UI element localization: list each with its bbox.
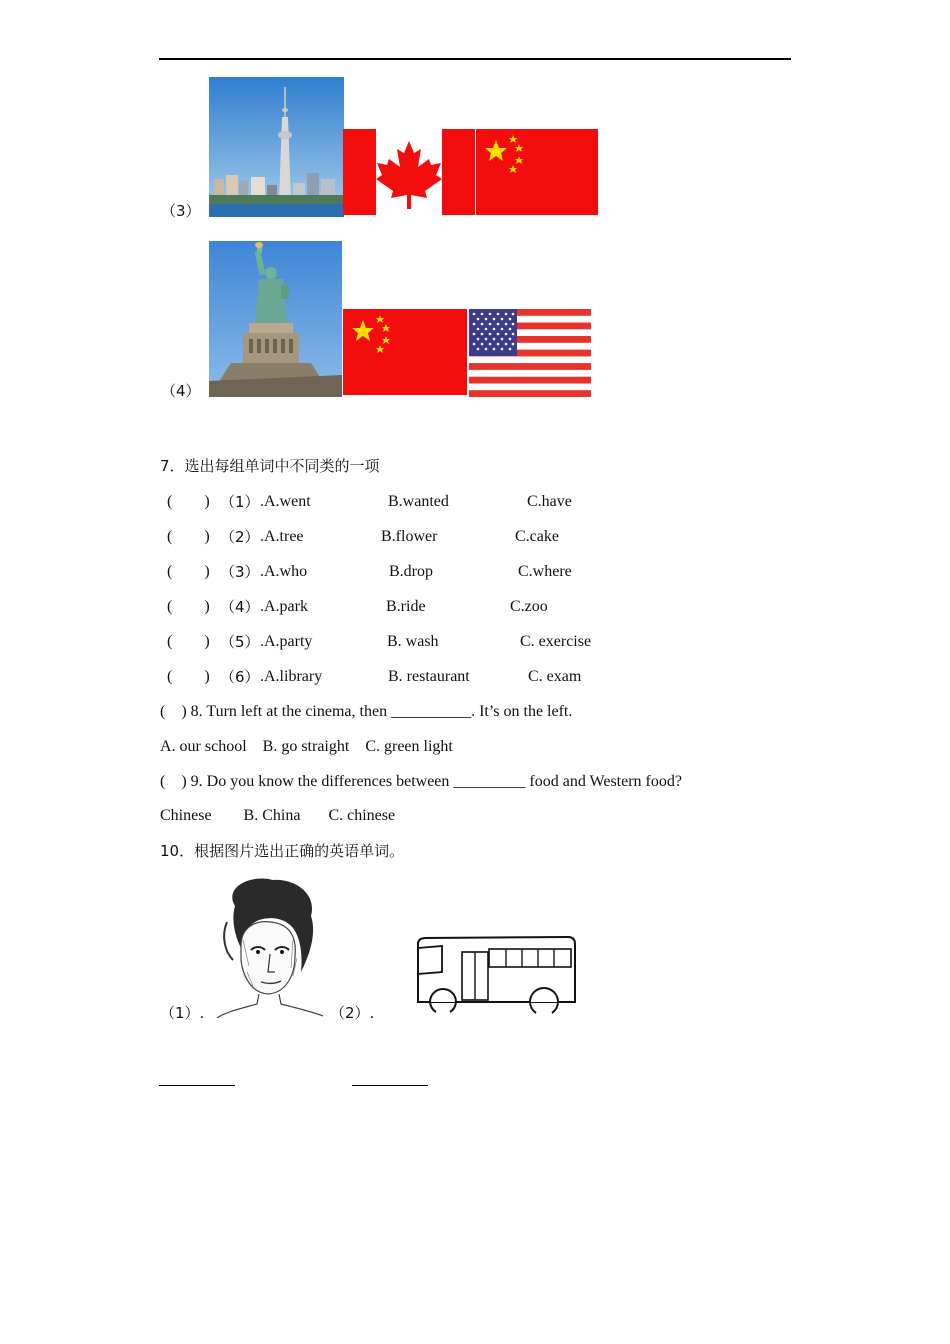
q8-stem: ( ) 8. Turn left at the cinema, then __________. It’s on the left. bbox=[160, 703, 573, 720]
answer-blank-2[interactable] bbox=[352, 1085, 428, 1086]
option-c: C.cake bbox=[515, 528, 559, 545]
answer-blank-1[interactable] bbox=[159, 1085, 235, 1086]
option-a: .A.library bbox=[260, 668, 323, 685]
option-b: B. restaurant bbox=[388, 668, 470, 685]
item-number: （5） bbox=[220, 633, 260, 651]
canada-flag bbox=[343, 129, 475, 215]
header-rule bbox=[159, 58, 791, 60]
option-c: C.where bbox=[518, 563, 572, 580]
q10-label-2: （2）. bbox=[330, 1004, 375, 1022]
usa-flag bbox=[469, 309, 591, 397]
answer-paren[interactable]: ( ) bbox=[167, 598, 210, 615]
option-a: .A.who bbox=[260, 563, 308, 580]
q9-stem: ( ) 9. Do you know the differences between _________ food and Western food? bbox=[160, 773, 682, 790]
item-number: （2） bbox=[220, 528, 260, 546]
china-flag bbox=[476, 129, 598, 215]
q8-options: A. our school B. go straight C. green light bbox=[160, 738, 453, 755]
option-b: B.drop bbox=[389, 563, 433, 580]
answer-paren[interactable]: ( ) bbox=[167, 633, 210, 650]
option-c: C. exercise bbox=[520, 633, 592, 650]
option-c: C.zoo bbox=[510, 598, 548, 615]
option-a: .A.party bbox=[260, 633, 313, 650]
q10-label-1: （1）. bbox=[160, 1004, 205, 1022]
option-c: C.have bbox=[527, 493, 572, 510]
option-b: B.wanted bbox=[388, 493, 449, 510]
row4-label: （4） bbox=[161, 382, 201, 400]
answer-paren[interactable]: ( ) bbox=[167, 668, 210, 685]
item-number: （6） bbox=[220, 668, 260, 686]
item-number: （1） bbox=[220, 493, 260, 511]
option-b: B. wash bbox=[387, 633, 439, 650]
option-a: .A.park bbox=[260, 598, 308, 615]
answer-paren[interactable]: ( ) bbox=[167, 493, 210, 510]
item-number: （3） bbox=[220, 563, 260, 581]
q10-title: 10．根据图片选出正确的英语单词。 bbox=[160, 842, 405, 860]
option-a: .A.went bbox=[260, 493, 311, 510]
option-c: C. exam bbox=[528, 668, 582, 685]
option-b: B.ride bbox=[386, 598, 426, 615]
row3-label: （3） bbox=[161, 202, 201, 220]
bus-drawing bbox=[412, 934, 578, 1020]
q9-options: Chinese B. China C. chinese bbox=[160, 807, 396, 824]
answer-paren[interactable]: ( ) bbox=[167, 563, 210, 580]
q7-title: 7．选出每组单词中不同类的一项 bbox=[160, 457, 380, 475]
china-flag-2 bbox=[343, 309, 467, 395]
portrait-sketch bbox=[213, 876, 325, 1018]
item-number: （4） bbox=[220, 598, 260, 616]
cn-tower-photo bbox=[209, 77, 344, 217]
answer-paren[interactable]: ( ) bbox=[167, 528, 210, 545]
statue-of-liberty-photo bbox=[209, 241, 342, 397]
option-b: B.flower bbox=[381, 528, 438, 545]
option-a: .A.tree bbox=[260, 528, 304, 545]
